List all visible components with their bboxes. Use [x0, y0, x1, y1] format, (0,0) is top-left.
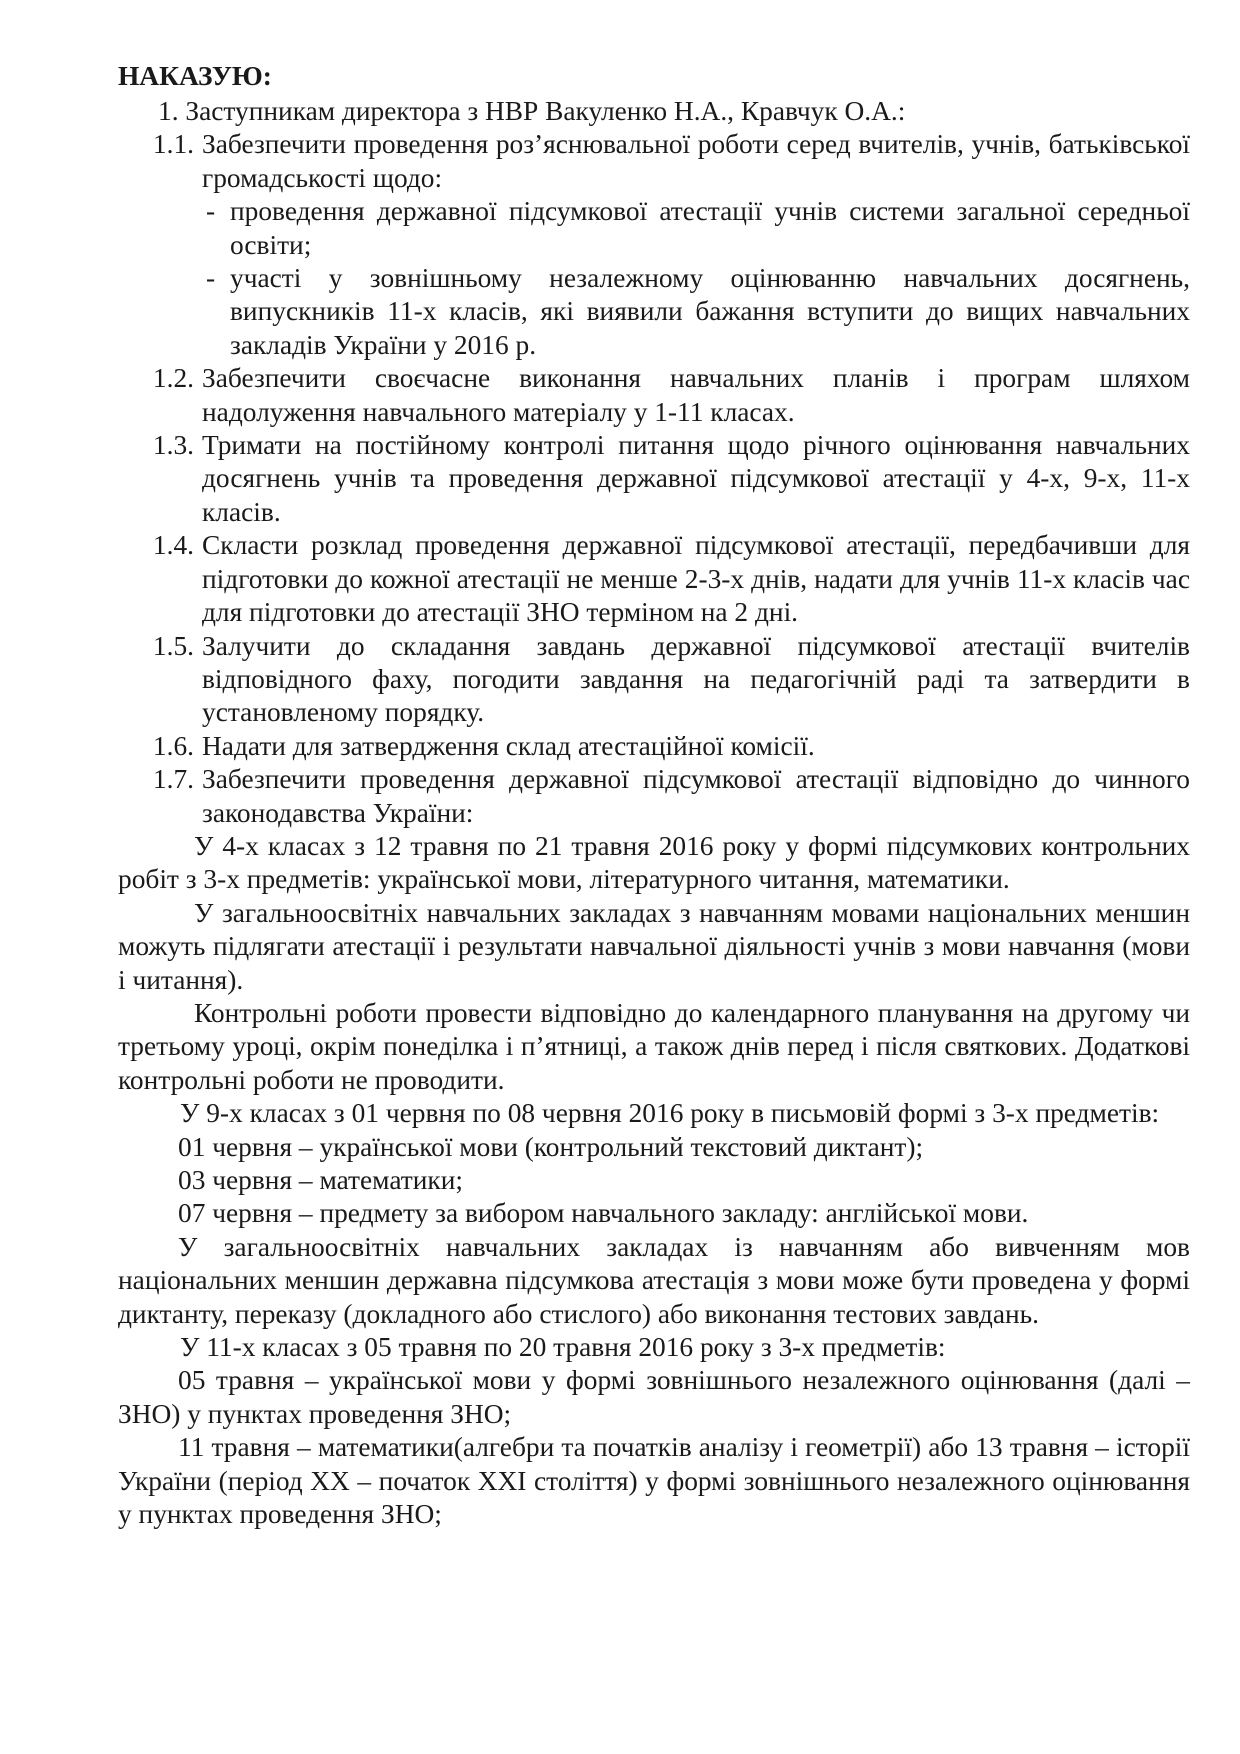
subitem-1-6: [118, 730, 1190, 763]
subitem-number: 1.5.: [152, 630, 194, 661]
dash-item-1: [202, 195, 1190, 262]
subitem-text: Забезпечити своєчасне виконання навчальних планів і програм шляхом надолуження навчального матеріалу у 1-11 класах.: [202, 363, 1190, 427]
subitem-text: Забезпечити проведення роз’яснювальної роботи серед вчителів, учнів, батьківської громадськості щодо:: [202, 129, 1190, 193]
schedule-line-may-05: 05 травня – української мови у формі зовнішнього незалежного оцінювання (далі – ЗНО) у пунктах проведення ЗНО;: [118, 1365, 1190, 1429]
schedule-line-june-03: 03 червня – математики;: [178, 1165, 463, 1195]
subitem-number: 1.2.: [152, 363, 194, 394]
subitem-1-7: [118, 763, 1190, 830]
subitem-text: Залучити до складання завдань державної підсумкової атестації вчителів відповідного фаху, погодити завдання на педагогічній раді та затвердити в установленому порядку.: [202, 630, 1190, 728]
dash-item-2: [202, 262, 1190, 362]
document-page: [118, 60, 1190, 1531]
paragraph-control-works: Контрольні роботи провести відповідно до календарного планування на другому чи третьому уроці, окрім понеділка і п’ятниці, а також днів перед і після святкових. Додаткові контрольні роботи не проводити.: [118, 997, 1190, 1095]
subitem-1-4: [118, 529, 1190, 629]
subitem-1-3: [118, 429, 1190, 529]
paragraph-minorities-grade4: У загальноосвітніх навчальних закладах з навчанням мовами національних меншин можуть підлягати атестації і результати навчальної діяльності учнів з мови навчання (мови і читання).: [118, 897, 1190, 995]
paragraph-grade11: У 11-х класах з 05 травня по 20 травня 2016 року з 3-х предметів:: [180, 1332, 946, 1363]
dash-marker: -: [206, 196, 216, 227]
subitem-number: 1.6.: [152, 730, 194, 761]
subitem-1-5: [118, 630, 1190, 730]
subitem-text: Забезпечити проведення державної підсумкової атестації відповідно до чинного законодавства України:: [202, 764, 1190, 828]
paragraph-minorities-grade9: У загальноосвітніх навчальних закладах із навчанням або вивченням мов національних меншин державна підсумкова атестація з мови може бути проведена у формі диктанту, переказу (докладного або стислого) або виконання тестових завдань.: [118, 1231, 1190, 1329]
subitem-number: 1.4.: [152, 530, 194, 561]
subitem-text: Скласти розклад проведення державної підсумкової атестації, передбачивши для підготовки до кожної атестації не менше 2-3-х днів, надати для учнів 11-х класів час для підготовки до атестації ЗНО терміном на 2 дні.: [202, 530, 1190, 628]
subitem-1-1: [118, 128, 1190, 195]
dash-text: проведення державної підсумкової атестації учнів системи загальної середньої освіти;: [230, 196, 1190, 260]
paragraph-grade4: У 4-х класах з 12 травня по 21 травня 2016 року у формі підсумкових контрольних робіт з 3-х предметів: української мови, літературного читання, математики.: [118, 830, 1190, 895]
subitem-number: 1.1.: [152, 129, 194, 160]
subitem-number: 1.3.: [152, 430, 194, 461]
dash-text: участі у зовнішньому незалежному оцінюванню навчальних досягнень, випускників 11-х класів, які виявили бажання вступити до вищих навчальних закладів України у 2016 р.: [230, 263, 1190, 360]
subitem-text: Надати для затвердження склад атестаційної комісії.: [202, 730, 815, 761]
subitem-text: Тримати на постійному контролі питання щодо річного оцінювання навчальних досягнень учнів та проведення державної підсумкової атестації у 4-х, 9-х, 11-х класів.: [202, 430, 1190, 527]
subitem-1-2: [118, 362, 1190, 429]
paragraph-grade9: У 9-х класах з 01 червня по 08 червня 2016 року в письмовій формі з 3-х предметів:: [180, 1098, 1160, 1129]
schedule-line-june-01: 01 червня – української мови (контрольний текстовий диктант);: [178, 1131, 924, 1162]
subitem-number: 1.7.: [152, 764, 194, 795]
schedule-line-may-11: 11 травня – математики(алгебри та початків аналізу і геометрії) або 13 травня – історії України (період ХХ – початок ХХІ століття) у формі зовнішнього незалежного оцінювання у пунктах проведення ЗНО;: [118, 1432, 1190, 1530]
schedule-line-june-07: 07 червня – предмету за вибором навчального закладу: англійської мови.: [178, 1198, 1029, 1229]
order-heading: НАКАЗУЮ:: [118, 61, 272, 91]
dash-marker: -: [206, 263, 216, 294]
order-item-1: 1. Заступникам директора з НВР Вакуленко Н.А., Кравчук О.А.:: [158, 96, 906, 126]
